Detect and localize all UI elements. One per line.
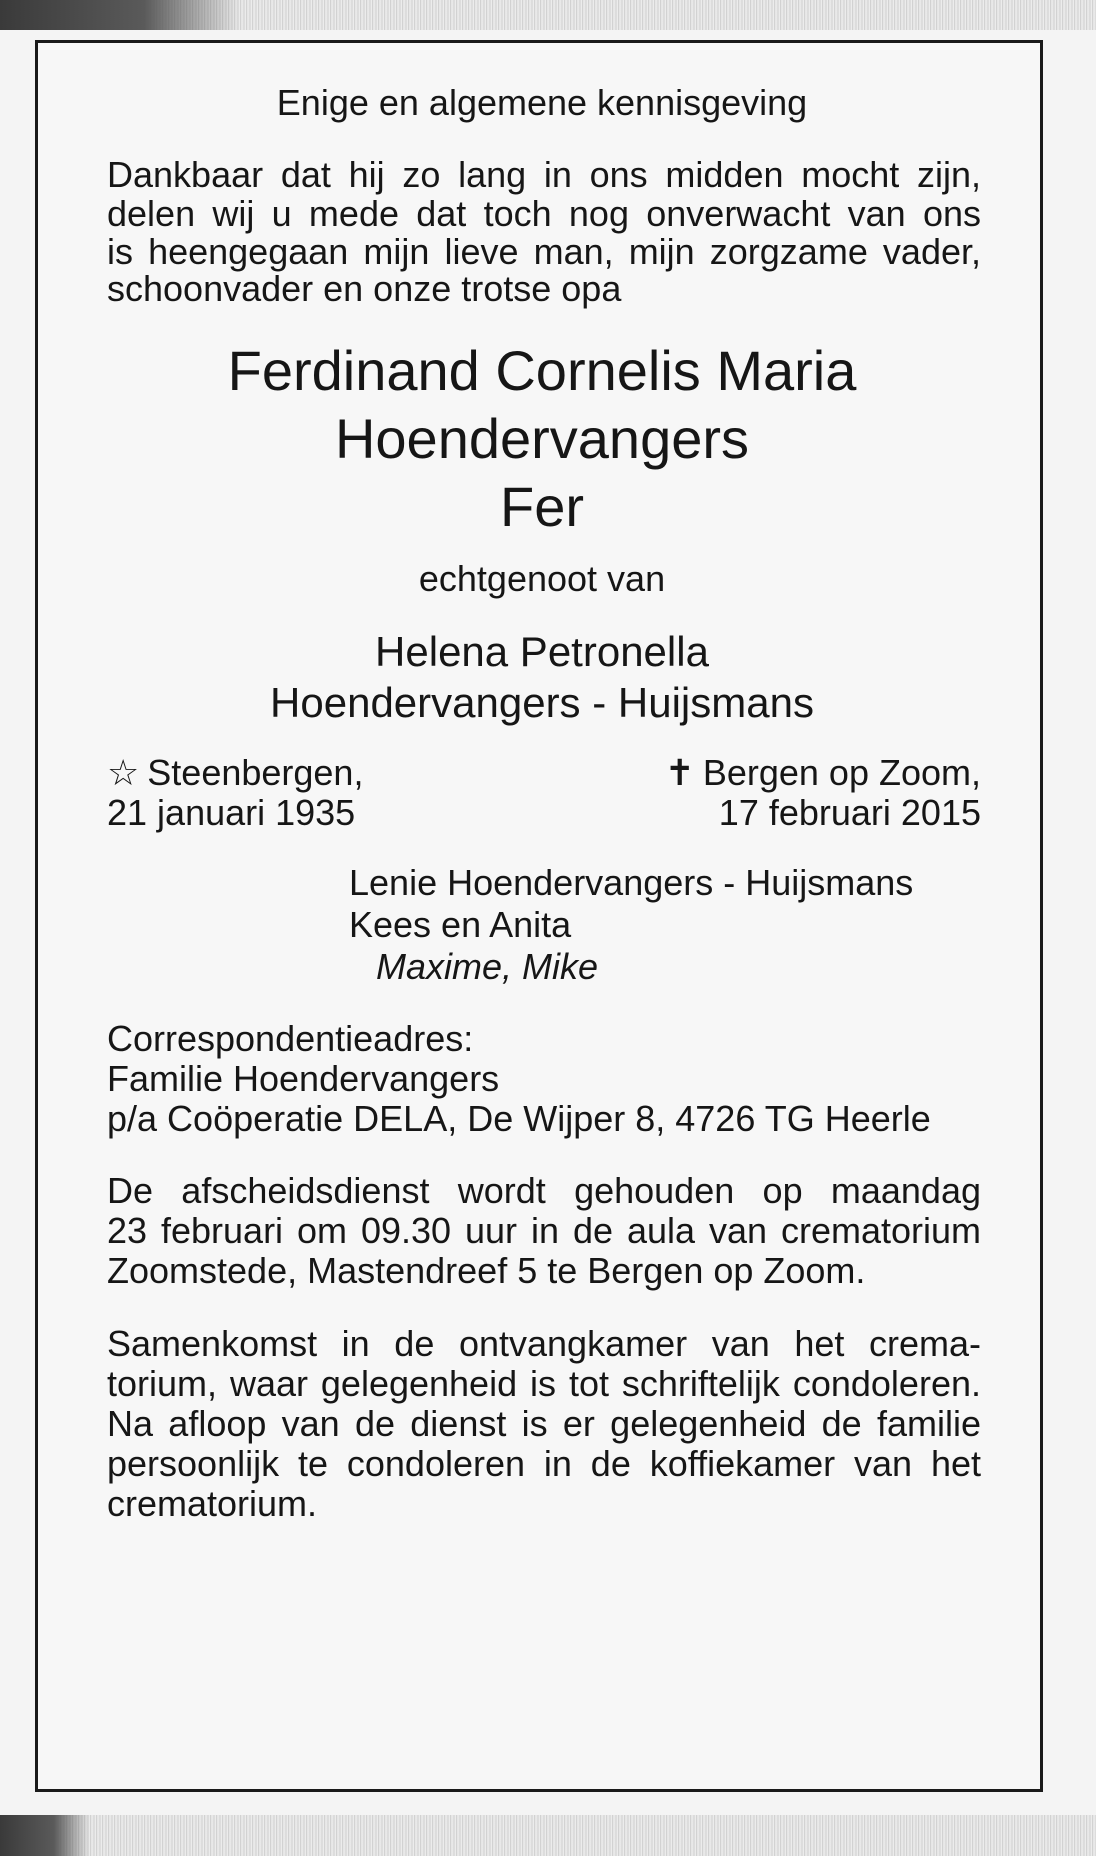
dates-row bbox=[107, 752, 981, 833]
gathering-line: crematorium. bbox=[107, 1483, 318, 1524]
gathering-line: Samenkomst in de ontvangkamer van het crema- bbox=[107, 1323, 981, 1364]
death-block bbox=[664, 752, 981, 833]
death-place: Bergen op Zoom, bbox=[702, 752, 981, 793]
gathering-line: persoonlijk te condoleren in de koffiekamer van het bbox=[107, 1443, 981, 1484]
spouse-name-line2: Hoendervangers - Huijsmans bbox=[270, 679, 814, 726]
service-line: De afscheidsdienst wordt gehouden op maandag bbox=[107, 1170, 981, 1211]
cross-icon: ✝ bbox=[664, 752, 695, 793]
birth-block bbox=[107, 752, 364, 833]
intro-line: delen wij u mede dat toch nog onverwacht van ons bbox=[107, 193, 981, 234]
death-date: 17 februari 2015 bbox=[718, 792, 981, 833]
birth-date: 21 januari 1935 bbox=[107, 792, 356, 833]
gathering-line: torium, waar gelegenheid is tot schriftelijk condoleren. bbox=[107, 1363, 981, 1404]
spouse-label: echtgenoot van bbox=[418, 558, 666, 599]
death-notice-frame bbox=[35, 40, 1043, 1792]
deceased-surname: Hoendervangers bbox=[334, 407, 750, 470]
notice-heading: Enige en algemene kennisgeving bbox=[276, 82, 808, 123]
correspondence-name: Familie Hoendervangers bbox=[107, 1058, 500, 1099]
newsprint-shadow-top bbox=[0, 0, 240, 30]
intro-line: schoonvader en onze trotse opa bbox=[107, 268, 622, 309]
service-line: Zoomstede, Mastendreef 5 te Bergen op Zoom. bbox=[107, 1250, 866, 1291]
spouse-name-line1: Helena Petronella bbox=[375, 628, 709, 675]
intro-line: is heengegaan mijn lieve man, mijn zorgzame vader, bbox=[107, 231, 981, 272]
family-member: Kees en Anita bbox=[349, 904, 572, 945]
gathering-line: Na afloop van de dienst is er gelegenheid de familie bbox=[107, 1403, 981, 1444]
correspondence-label: Correspondentieadres: bbox=[107, 1018, 474, 1059]
star-icon: ☆ bbox=[107, 752, 140, 793]
birth-place: Steenbergen, bbox=[147, 752, 364, 793]
newsprint-strip-top bbox=[0, 0, 1096, 30]
correspondence-address: p/a Coöperatie DELA, De Wijper 8, 4726 TG Heerle bbox=[107, 1098, 931, 1139]
newsprint-strip-bottom bbox=[0, 1815, 1096, 1856]
intro-line: Dankbaar dat hij zo lang in ons midden mocht zijn, bbox=[107, 154, 981, 195]
deceased-given-names: Ferdinand Cornelis Maria bbox=[227, 339, 857, 402]
grandchildren: Maxime, Mike bbox=[376, 946, 599, 987]
family-member: Lenie Hoendervangers - Huijsmans bbox=[349, 862, 914, 903]
deceased-nickname: Fer bbox=[500, 475, 584, 538]
service-line: 23 februari om 09.30 uur in de aula van crematorium bbox=[107, 1210, 981, 1251]
newsprint-shadow-bottom bbox=[0, 1815, 90, 1856]
